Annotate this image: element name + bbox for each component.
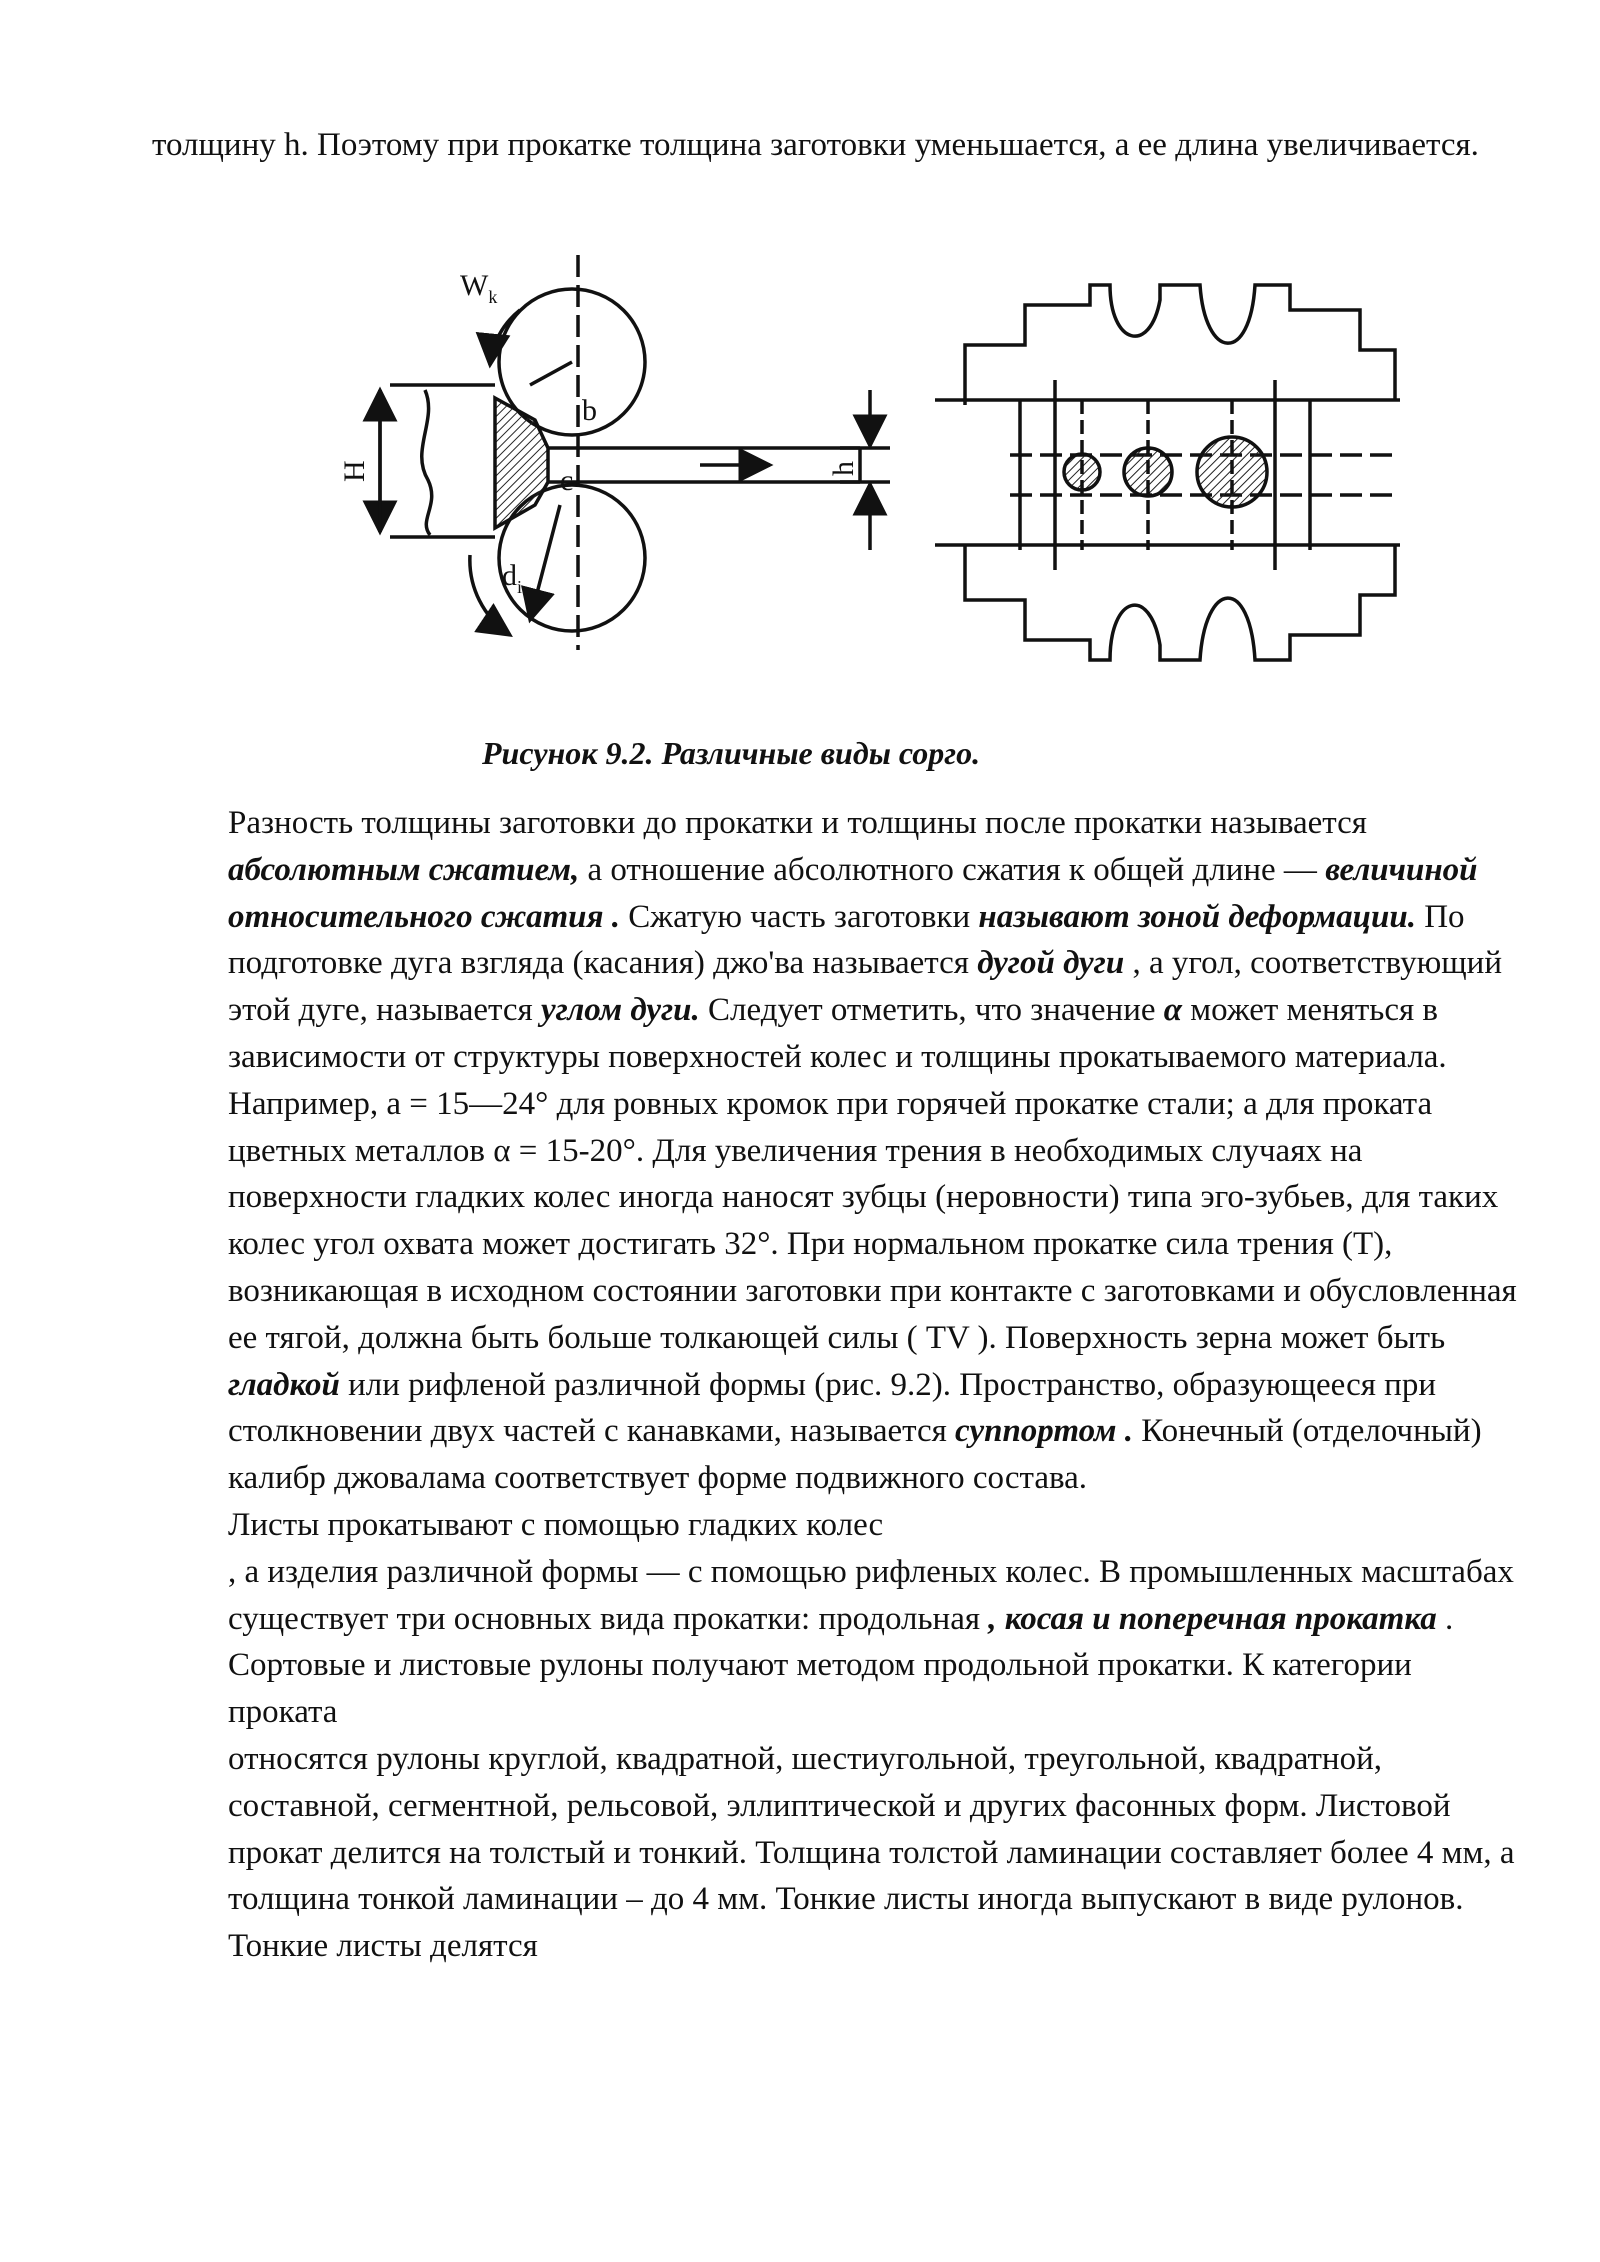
rolling-figure [0,250,1600,680]
label-H: H [338,460,371,482]
paragraph-2: Например, a = 15—24° для ровных кромок при горячей прокатке стали; а для проката цветных металлов α = 15-20°. Для увеличения трения в необходимых случаях на поверхности гладких колес иногда наносят зубцы (неровности) типа эго-зубьев, для таких колес угол охвата может достигать 32°. При нормальном прокатке сила трения (T), возникающая в исходном состоянии заготовки при контакте с заготовками и обусловленная ее тягой, должна быть больше толкающей силы ( TV ). Поверхность зерна может быть гладкой или рифленой различной формы (рис. 9.2). Пространство, образующееся при столкновении двух частей с канавками, называется суппортом . Конечный (отделочный) калибр джовалама соответствует форме подвижного состава. [228,1085,1517,1497]
intro-paragraph: толщину h. Поэтому при прокатке толщина заготовки уменьшается, а ее длина увеличивается. [152,127,1479,163]
paragraph-5: относятся рулоны круглой, квадратной, шестиугольной, треугольной, квадратной, составной, сегментной, рельсовой, эллиптической и других фасонных форм. Листовой прокат делится на толстый и тонкий. Толщина толстой ламинации составляет более 4 мм, а толщина тонкой ламинации – до 4 мм. Тонкие листы иногда выпускают в виде рулонов. Тонкие листы делятся [228,1740,1515,1965]
paragraph-1: Разность толщины заготовки до прокатки и толщины после прокатки называется абсолютным сжатием, а отношение абсолютного сжатия к общей длине — величиной относительного сжатия . Сжатую часть заготовки называют зоной деформации. По подготовке дуга взгляда (касания) джо'ва называется дугой дуги , а угол, соответствующий этой дуге, называется углом дуги. Следует отметить, что значение α может меняться в зависимости от структуры поверхностей колес и толщины прокатываемого материала. [228,805,1502,1075]
label-wk: $W_k$ [460,269,498,307]
grooved-rolls-diagram [935,285,1400,660]
figure-caption: Рисунок 9.2. Различные виды сорго. [482,735,981,771]
body-text [228,800,1528,1970]
paragraph-3: Листы прокатывают с помощью гладких колес [228,1506,884,1543]
label-b: b [582,394,597,427]
label-d: $d_i$ [502,559,523,597]
smooth-rolls-diagram [380,255,890,650]
paragraph-4: , а изделия различной формы — с помощью рифленых колес. В промышленных масштабах существует три основных вида прокатки: продольная , косая и поперечная прокатка . Сортовые и листовые рулоны получают методом продольной прокатки. К категории проката [228,1553,1514,1731]
label-c: c [560,464,574,497]
label-h: h [827,461,860,476]
deformation-zone [495,398,548,528]
